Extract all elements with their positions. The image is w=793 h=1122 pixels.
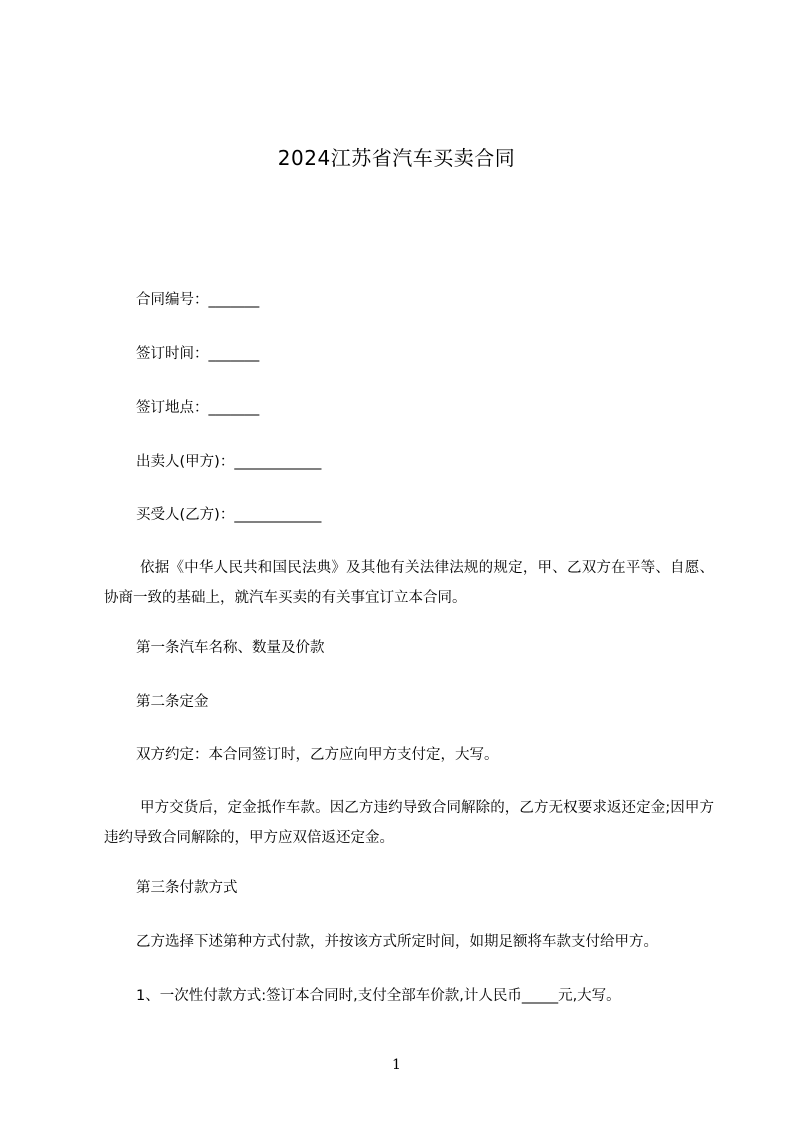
article2-heading: 第二条定金 — [136, 694, 209, 710]
document-title: 2024江苏省汽车买卖合同 — [277, 146, 516, 170]
article3-item-1: 1、一次性付款方式:签订本合同时,支付全部车价款,计人民币_____元,大写。 — [136, 988, 621, 1004]
article2-paragraph-2: 甲方交货后，定金抵作车款。因乙方违约导致合同解除的，乙方无权要求返还定金;因甲方违约导致合同解除的，甲方应双倍返还定金。 — [104, 800, 714, 846]
sign-place-field: 签订地点：_______ — [136, 400, 260, 416]
article1-heading: 第一条汽车名称、数量及价款 — [136, 640, 325, 656]
sign-time-field: 签订时间：_______ — [136, 346, 260, 362]
article3-heading: 第三条付款方式 — [136, 880, 238, 896]
contract-number-field: 合同编号：_______ — [136, 292, 260, 308]
preamble-paragraph: 依据《中华人民共和国民法典》及其他有关法律法规的规定，甲、乙双方在平等、自愿、协商一致的基础上，就汽车买卖的有关事宜订立本合同。 — [104, 560, 714, 606]
page-number: 1 — [392, 1057, 401, 1073]
seller-field: 出卖人(甲方)：____________ — [136, 454, 322, 470]
buyer-field: 买受人(乙方)：____________ — [136, 507, 322, 523]
article3-paragraph-1: 乙方选择下述第种方式付款，并按该方式所定时间，如期足额将车款支付给甲方。 — [136, 934, 658, 950]
article2-paragraph-1: 双方约定：本合同签订时，乙方应向甲方支付定，大写。 — [136, 747, 499, 763]
